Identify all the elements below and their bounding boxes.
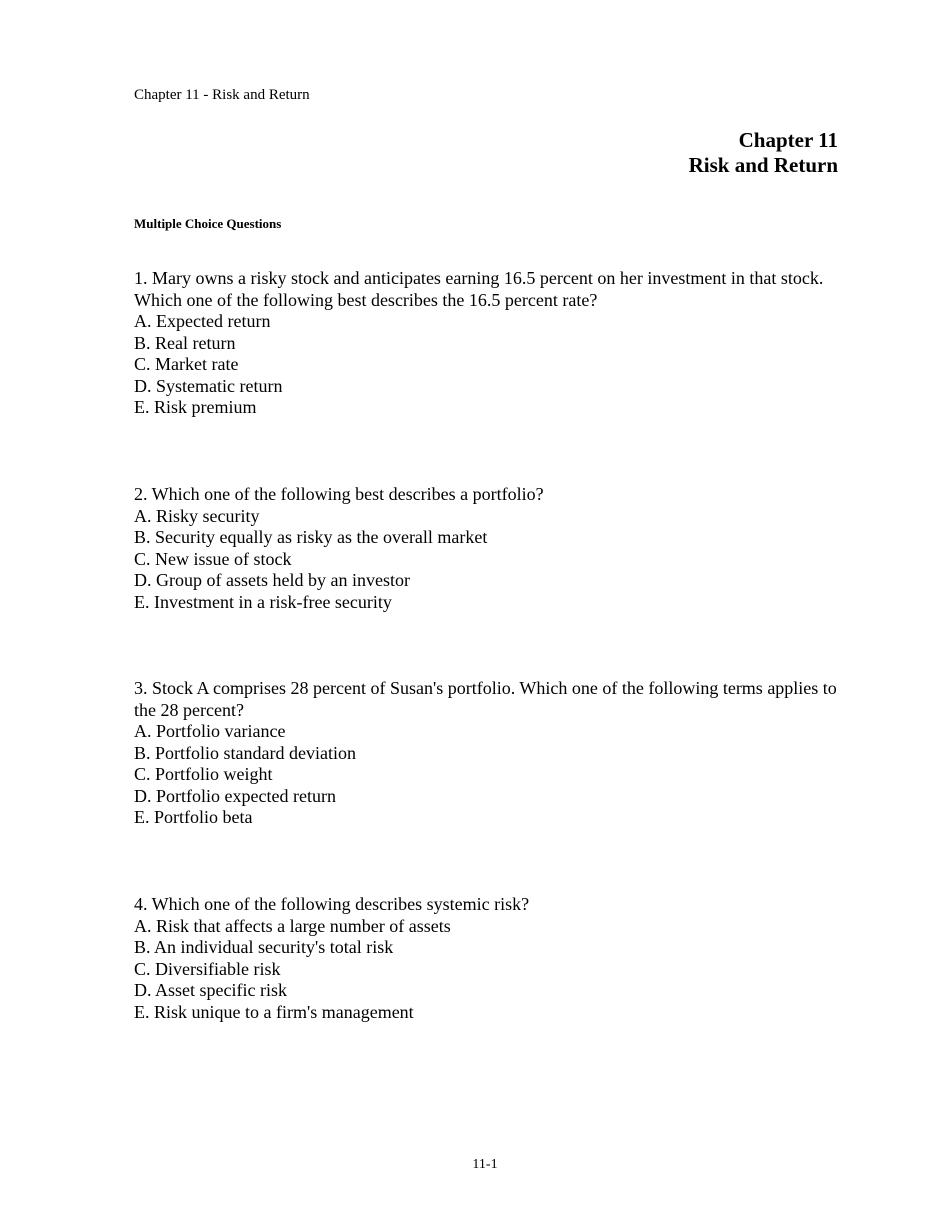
chapter-number: Chapter 11 xyxy=(738,128,838,152)
question-stem: 3. Stock A comprises 28 percent of Susan's portfolio. Which one of the following terms applies to the 28 percent? xyxy=(134,678,837,720)
answer-option: B. Security equally as risky as the overall market xyxy=(134,527,488,547)
answer-option: C. Market rate xyxy=(134,354,239,374)
answer-option: C. Diversifiable risk xyxy=(134,958,281,979)
answer-option: D. Group of assets held by an investor xyxy=(134,570,410,590)
question-4 xyxy=(134,894,844,1023)
page-number: 11-1 xyxy=(472,1157,498,1172)
chapter-title: Risk and Return xyxy=(688,153,838,177)
answer-option: E. Investment in a risk-free security xyxy=(134,591,392,612)
question-stem: 4. Which one of the following describes systemic risk? xyxy=(134,894,530,914)
answer-option: D. Systematic return xyxy=(134,375,283,396)
answer-option: C. Portfolio weight xyxy=(134,764,273,784)
question-stem: 2. Which one of the following best describes a portfolio? xyxy=(134,484,544,504)
answer-option: A. Expected return xyxy=(134,311,271,331)
answer-option: A. Risky security xyxy=(134,505,260,526)
answer-option: B. An individual security's total risk xyxy=(134,937,394,957)
question-stem: 1. Mary owns a risky stock and anticipates earning 16.5 percent on her investment in that stock. Which one of the following best describes the 16.5 percent rate? xyxy=(134,268,824,310)
answer-option: D. Portfolio expected return xyxy=(134,785,336,806)
running-header: Chapter 11 - Risk and Return xyxy=(134,87,310,103)
question-3 xyxy=(134,678,844,829)
answer-option: E. Portfolio beta xyxy=(134,807,253,827)
answer-option: D. Asset specific risk xyxy=(134,980,287,1000)
answer-option: B. Real return xyxy=(134,332,236,353)
question-2 xyxy=(134,484,844,613)
question-1 xyxy=(134,268,844,419)
answer-option: A. Risk that affects a large number of assets xyxy=(134,915,451,936)
answer-option: A. Portfolio variance xyxy=(134,721,286,741)
answer-option: C. New issue of stock xyxy=(134,548,292,569)
chapter-heading xyxy=(689,128,838,178)
answer-option: E. Risk premium xyxy=(134,397,257,417)
section-heading: Multiple Choice Questions xyxy=(134,216,282,231)
answer-option: B. Portfolio standard deviation xyxy=(134,742,356,763)
answer-option: E. Risk unique to a firm's management xyxy=(134,1001,414,1022)
